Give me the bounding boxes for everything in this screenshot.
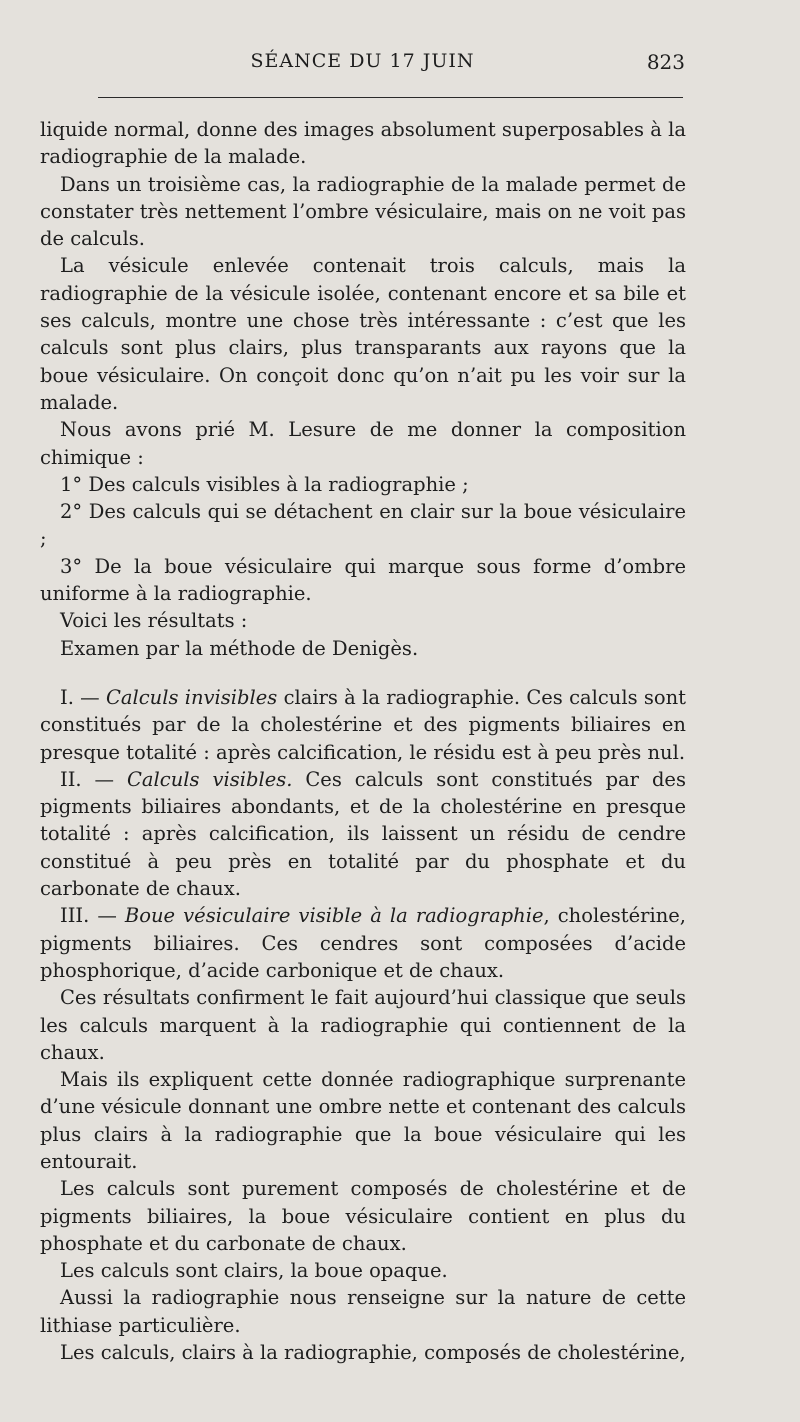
paragraph: Les calculs sont clairs, la boue opaque.	[60, 1259, 448, 1283]
paragraph: liquide normal, donne des images absolument superposables à la radiographie de la malade.	[40, 118, 686, 169]
result-text: Ces calculs sont constitués par des pigments biliaires abondants, et de la cholestérine en presque totalité : après calcification, ils laissent un résidu de cendre constitué à peu près en totalité par du phosphate et du carbonate de chaux.	[40, 767, 686, 901]
result-lead: I. —	[60, 685, 106, 709]
result-paragraph	[40, 684, 686, 766]
paragraph: Les calculs, clairs à la radiographie, composés de cholestérine,	[60, 1341, 686, 1365]
result-title: Calculs invisibles	[105, 685, 278, 709]
list-item: 3° De la boue vésiculaire qui marque sous forme d’ombre uniforme à la radiographie.	[40, 554, 686, 606]
result-title: Boue vésiculaire visible à la radiographie	[124, 904, 544, 928]
result-lead: II. —	[60, 767, 128, 791]
paragraph: Mais ils expliquent cette donnée radiographique surprenante d’une vésicule donnant une ombre nette et contenant des calculs plus clairs à la radiographie que la boue vésiculaire qui les entourait.	[40, 1068, 686, 1173]
result-text: clairs à la radiographie. Ces calculs sont constitués par de la cholestérine et des pigments biliaires en presque totalité : après calcification, le résidu est à peu près nul.	[40, 685, 686, 764]
list-item: 2° Des calculs qui se détachent en clair sur la boue vésiculaire ;	[40, 500, 686, 551]
header-rule	[98, 97, 683, 98]
paragraph: La vésicule enlevée contenait trois calculs, mais la radiographie de la vésicule isolée, contenant encore et sa bile et ses calculs, montre une chose très intéressante : c’est que les calculs sont plus clairs, plus transparants aux rayons que la boue vésiculaire. On conçoit donc qu’on n’ait pu les voir sur la malade.	[40, 254, 686, 414]
paragraph: Les calculs sont purement composés de cholestérine et de pigments biliaires, la boue vésiculaire contient en plus du phosphate et du carbonate de chaux.	[40, 1177, 686, 1255]
running-head: SÉANCE DU 17 JUIN	[250, 50, 475, 72]
paragraph: Voici les résultats :	[60, 609, 248, 633]
result-lead: III. —	[60, 904, 125, 928]
paragraph: Examen par la méthode de Denigès.	[60, 636, 419, 660]
paragraph: Ces résultats confirment le fait aujourd’hui classique que seuls les calculs marquent à la radiographie qui contiennent de la chaux.	[40, 986, 686, 1064]
page-header	[40, 50, 685, 80]
result-text: , cholestérine, pigments biliaires. Ces cendres sont composées d’acide phosphorique, d’acide carbonique et de chaux.	[40, 904, 686, 982]
paragraph: Nous avons prié M. Lesure de me donner la composition chimique :	[40, 418, 686, 469]
body-text	[40, 116, 686, 1366]
result-title: Calculs visibles.	[127, 767, 293, 791]
result-paragraph	[40, 766, 686, 902]
paragraph: Dans un troisième cas, la radiographie de la malade permet de constater très nettement l’ombre vésiculaire, mais on ne voit pas de calculs.	[40, 172, 686, 251]
result-paragraph	[40, 902, 686, 984]
page-number: 823	[646, 50, 685, 74]
list-item: 1° Des calculs visibles à la radiographie ;	[60, 472, 469, 496]
paragraph: Aussi la radiographie nous renseigne sur la nature de cette lithiase particulière.	[40, 1286, 686, 1337]
